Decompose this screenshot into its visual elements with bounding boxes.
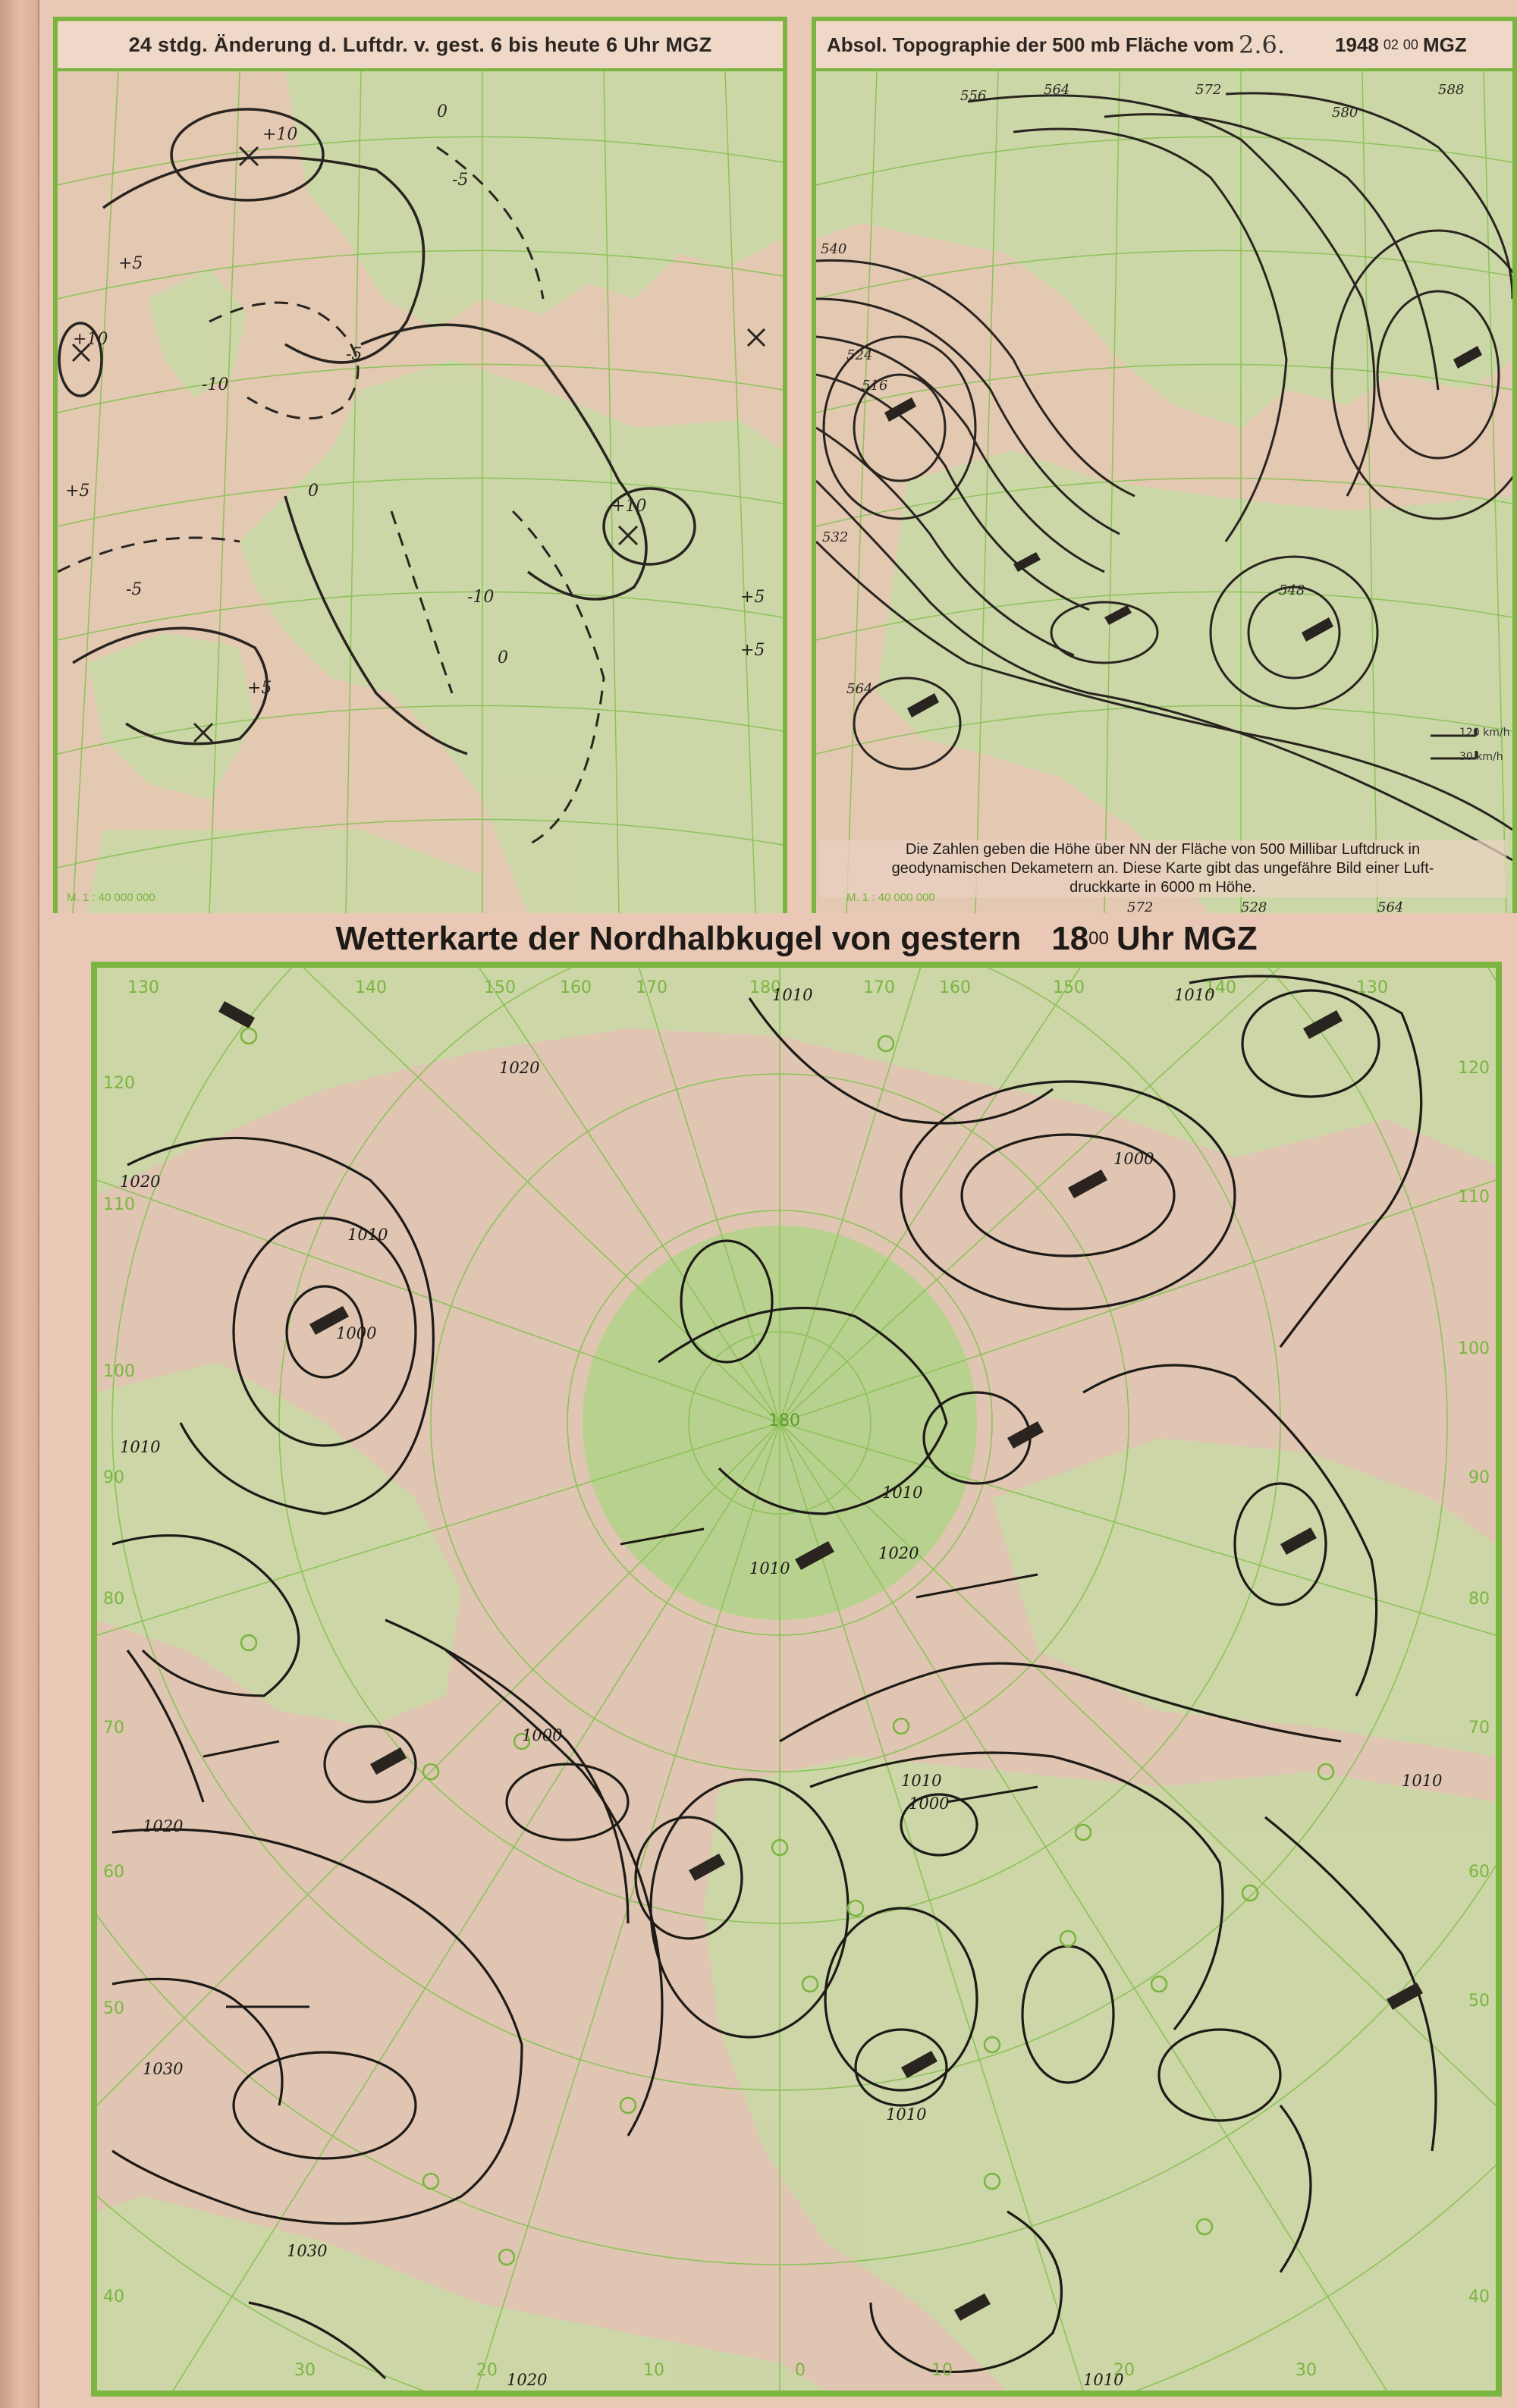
longitude-label: 30 xyxy=(1296,2361,1317,2380)
latitude-label: 110 xyxy=(103,1195,135,1214)
tendency-label: +5 xyxy=(740,588,765,607)
latitude-label: 40 xyxy=(1468,2287,1490,2306)
isobar-label: 1030 xyxy=(143,2060,184,2078)
height-label: 548 xyxy=(1279,582,1305,598)
longitude-label: 160 xyxy=(939,978,971,997)
topography-note xyxy=(819,840,1506,897)
note-line: Die Zahlen geben die Höhe über NN der Fläche von 500 Millibar Luftdruck in xyxy=(905,841,1421,858)
tendency-label: +5 xyxy=(247,679,272,698)
isobar-label: 1000 xyxy=(909,1794,950,1813)
latitude-label: 50 xyxy=(1468,1992,1490,2011)
longitude-label: 20 xyxy=(476,2361,498,2380)
isobar-label: 1010 xyxy=(1083,2371,1124,2389)
isobar-label: 1000 xyxy=(522,1726,563,1744)
isobar-label: 1010 xyxy=(120,1438,161,1456)
isobar-label: 1020 xyxy=(120,1173,161,1191)
legend-fast: 120 km/h xyxy=(1459,727,1510,739)
tendency-label: +10 xyxy=(73,330,108,349)
longitude-label: 0 xyxy=(795,2361,806,2380)
main-title-text: Wetterkarte der Nordhalbkugel von gestern xyxy=(335,920,1022,957)
longitude-label: 140 xyxy=(355,978,387,997)
legend-slow: 30 km/h xyxy=(1459,751,1503,763)
latitude-label: 80 xyxy=(103,1590,124,1609)
main-map-title xyxy=(228,916,1365,962)
topography-title-prefix: Absol. Topographie der 500 mb Fläche vom xyxy=(827,33,1234,56)
topography-year: 1948 xyxy=(1335,33,1379,56)
isobar-label: 1010 xyxy=(901,1772,942,1790)
height-label: 528 xyxy=(1241,899,1267,913)
longitude-label: 130 xyxy=(1356,978,1388,997)
latitude-label: 50 xyxy=(103,1999,124,2018)
longitude-label: 150 xyxy=(484,978,516,997)
tendency-label: -10 xyxy=(202,375,229,394)
topography-map xyxy=(816,71,1512,913)
latitude-label: 70 xyxy=(103,1719,124,1738)
topography-minutes: 00 xyxy=(1402,36,1418,52)
tendency-label: -5 xyxy=(452,171,469,190)
height-label: 572 xyxy=(1127,899,1154,913)
isobar-label: 1010 xyxy=(347,1226,388,1244)
isobar-label: 1010 xyxy=(1402,1772,1443,1790)
pressure-change-map xyxy=(58,71,783,913)
latitude-label: 100 xyxy=(103,1362,135,1381)
tendency-label: 0 xyxy=(308,482,319,501)
isobar-label: 1000 xyxy=(1113,1150,1154,1168)
isobar-label: 1010 xyxy=(886,2105,927,2124)
isobar-label: 1010 xyxy=(1174,986,1215,1004)
isobar-label: 1000 xyxy=(336,1324,377,1342)
handwritten-date: 2.6. xyxy=(1238,30,1286,59)
height-label: 532 xyxy=(822,529,849,545)
longitude-label: 160 xyxy=(560,978,592,997)
tendency-label: 0 xyxy=(437,102,448,121)
isobar-label: 1020 xyxy=(143,1817,184,1835)
tendency-label: -5 xyxy=(126,580,143,599)
latitude-label: 60 xyxy=(103,1863,124,1882)
topography-hour: 02 xyxy=(1383,36,1399,52)
longitude-label: 140 xyxy=(1204,978,1236,997)
height-label: 556 xyxy=(960,88,987,104)
main-title-suffix: Uhr MGZ xyxy=(1116,920,1258,957)
height-label: 564 xyxy=(1044,82,1070,98)
longitude-label: 170 xyxy=(863,978,895,997)
northern-hemisphere-map xyxy=(91,962,1502,2397)
latitude-label: 60 xyxy=(1468,1863,1490,1882)
tendency-label: +10 xyxy=(262,125,298,144)
latitude-label: 40 xyxy=(103,2287,124,2306)
isobar-label: 1010 xyxy=(882,1483,923,1502)
scale-label: M. 1 : 40 000 000 xyxy=(67,891,155,904)
pole-label: 180 xyxy=(768,1411,800,1430)
latitude-label: 110 xyxy=(1458,1188,1490,1207)
latitude-label: 80 xyxy=(1468,1590,1490,1609)
tendency-label: +5 xyxy=(740,641,765,660)
height-label: 524 xyxy=(846,347,873,363)
isobar-label: 1020 xyxy=(499,1059,540,1077)
tendency-label: +5 xyxy=(65,482,90,501)
tendency-label: +10 xyxy=(611,497,647,516)
pressure-change-title: 24 stdg. Änderung d. Luftdr. v. gest. 6 bis heute 6 Uhr MGZ xyxy=(58,21,783,71)
longitude-label: 20 xyxy=(1113,2361,1135,2380)
latitude-label: 120 xyxy=(1458,1059,1490,1078)
tendency-label: +5 xyxy=(118,254,143,273)
longitude-label: 180 xyxy=(749,978,781,997)
latitude-label: 70 xyxy=(1468,1719,1490,1738)
topography-panel xyxy=(812,17,1517,913)
height-label: 516 xyxy=(862,378,888,394)
longitude-label: 10 xyxy=(931,2361,953,2380)
height-label: 540 xyxy=(821,241,847,257)
main-title-hour: 18 xyxy=(1051,920,1089,957)
main-title-minutes: 00 xyxy=(1088,928,1109,949)
note-line: druckkarte in 6000 m Höhe. xyxy=(1069,879,1256,896)
topography-title xyxy=(816,21,1512,71)
pressure-change-panel xyxy=(53,17,787,913)
height-label: 580 xyxy=(1332,105,1358,121)
longitude-label: 10 xyxy=(643,2361,664,2380)
longitude-label: 30 xyxy=(294,2361,316,2380)
page-edge xyxy=(0,0,39,2408)
tendency-label: 0 xyxy=(498,648,508,667)
latitude-label: 90 xyxy=(1468,1468,1490,1487)
height-label: 572 xyxy=(1195,82,1222,98)
tendency-label: -5 xyxy=(346,345,363,364)
isobar-label: 1010 xyxy=(749,1559,790,1578)
note-line: geodynamischen Dekametern an. Diese Karte gibt das ungefähre Bild einer Luft- xyxy=(891,860,1434,877)
longitude-label: 150 xyxy=(1053,978,1085,997)
weather-map xyxy=(97,968,1496,2391)
longitude-label: 130 xyxy=(127,978,159,997)
latitude-label: 90 xyxy=(103,1468,124,1487)
height-label: 588 xyxy=(1438,82,1465,98)
latitude-label: 120 xyxy=(103,1074,135,1093)
isobar-label: 1020 xyxy=(878,1544,919,1562)
isobar-label: 1010 xyxy=(772,986,813,1004)
isobar-label: 1020 xyxy=(507,2371,548,2389)
height-label: 564 xyxy=(846,681,873,697)
isobar-label: 1030 xyxy=(287,2242,328,2260)
latitude-label: 100 xyxy=(1458,1339,1490,1358)
topography-suffix: MGZ xyxy=(1422,33,1467,56)
height-label: 564 xyxy=(1377,899,1404,913)
scale-label: M. 1 : 40 000 000 xyxy=(846,891,935,904)
tendency-label: -10 xyxy=(467,588,495,607)
longitude-label: 170 xyxy=(636,978,667,997)
